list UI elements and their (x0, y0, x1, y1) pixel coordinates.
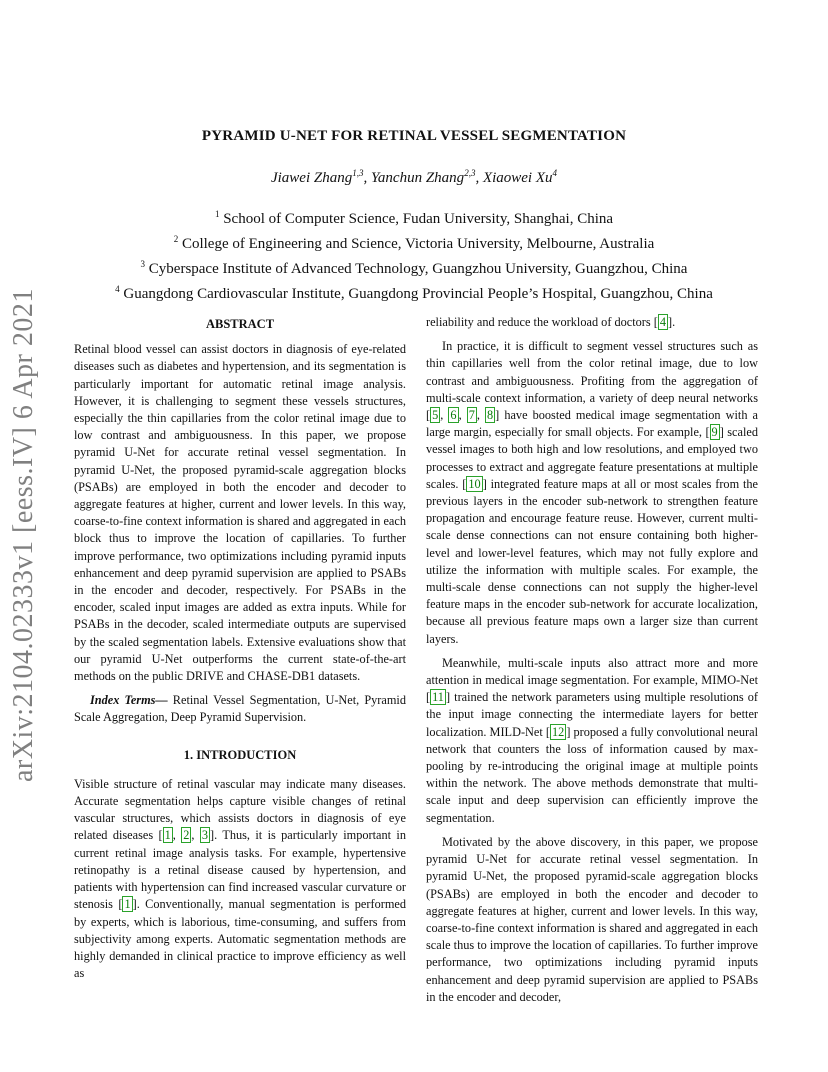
affiliation-4: $^4$ Guangdong Cardiovascular Institute, Guangdong Provincial People’s Hospital, Guangzhou, China (115, 284, 713, 302)
author-2-sup: 2,3 (464, 168, 476, 178)
citation-link[interactable]: 4 (659, 315, 667, 329)
intro-paragraph-1: Visible structure of retinal vascular may indicate many diseases. Accurate segmentation helps capture visible changes of retinal vascular structures, which assists doctors in diagnosis of eye related diseases [ 1 , 2 , 3 ]. Thus, it is particularly important in current retinal image analysis tasks. For example, hypertensive retinopathy is a retinal disease caused by hypertension, and patients with hypertension can find increased vascular curvature or stenosis [ 1 ]. Conventionally, manual segmentation is performed by experts, which is laborious, time-consuming, and suffers from subjectivity among experts. Automatic segmentation methods are highly demanded in clinical practice to improve efficiency as well as (74, 776, 406, 981)
citation-link[interactable]: 9 (711, 425, 718, 440)
citation-link[interactable]: 10 (468, 476, 481, 491)
affiliation-2: $^2$ College of Engineering and Science, Victoria University, Melbourne, Australia (173, 234, 655, 252)
affiliations (0, 204, 828, 304)
citation-link[interactable]: 1 (164, 828, 171, 843)
citation-link[interactable]: 7 (468, 408, 475, 423)
author-3-sup: 4 (552, 168, 558, 178)
affiliation-3: $^3$ Cyberspace Institute of Advanced Technology, Guangzhou University, Guangzhou, China (140, 259, 688, 277)
index-terms-label: Index Terms— (90, 693, 168, 708)
affiliation-1: $^1$ School of Computer Science, Fudan University, Shanghai, China (214, 209, 614, 227)
left-column (74, 316, 406, 989)
citation-link[interactable]: 12 (552, 724, 565, 739)
abstract-text: Retinal blood vessel can assist doctors in diagnosis of eye-related diseases such as diabetes and hypertension, and its segmentation is particularly important for automatic retinal image analysis. However, it is challenging to segment these vessels structures, especially the thin capillaries from the color retinal image due to low contrast and ambiguousness. In this paper, we propose pyramid U-Net for accurate retinal vessel segmentation. In pyramid U-Net, the proposed pyramid-scale aggregation blocks (PSABs) are employed in both the encoder and decoder to aggregate features at higher, current and lower levels. In this way, coarse-to-fine context information is shared and aggregated in each block thus to improve the location of capillaries. To further improve performance, two optimizations including pyramid inputs enhancement and deep pyramid supervision are applied to PSABs in the encoder and decoder, respectively. For PSABs in the encoder, scaled input images are added as extra inputs. While for PSABs in the decoder, scaled intermediate outputs are supervised by the scaled segmentation labels. Extensive evaluations show that our pyramid U-Net outperforms the current state-of-the-art methods on the public DRIVE and CHASE-DB1 datasets. (74, 342, 406, 684)
arxiv-stamp: arXiv:2104.02333v1 [eess.IV] 6 Apr 2021 (8, 288, 39, 782)
index-terms-text: Retinal Vessel Segmentation, U-Net, Pyramid Scale Aggregation, Deep Pyramid Supervision. (74, 693, 406, 725)
intro-paragraph-1-continued: reliability and reduce the workload of doctors [ 4 ]. (426, 315, 676, 329)
citation-link[interactable]: 1 (124, 897, 131, 912)
author-3: Xiaowei Xu (482, 170, 553, 186)
citation-link[interactable]: 2 (183, 828, 190, 843)
intro-paragraph-3: Meanwhile, multi-scale inputs also attract more and more attention in medical image segmentation. For example, MIMO-Net [ 11 ] trained the network parameters using multiple resolutions of the input image connecting the intermediate layers for better localization. MILD-Net [ 12 ] proposed a fully convolutional neural network that counters the loss of information caused by max-pooling by re-introducing the original image at multiple points within the network. The above methods demonstrate that multi-scale input and deep supervision can efficiently improve the segmentation. (426, 655, 759, 825)
right-column (426, 314, 758, 1013)
author-1: Jiawei Zhang (270, 170, 353, 186)
intro-paragraph-4: Motivated by the above discovery, in this paper, we propose pyramid U-Net for accurate retinal vessel segmentation. In pyramid U-Net, the proposed pyramid-scale aggregation blocks (PSABs) are employed in both the encoder and decoder to aggregate features at higher, current and lower levels. In this way, coarse-to-fine context information is shared and aggregated in each scale thus to improve the location of capillaries. To further improve performance, two optimizations including pyramid inputs enhancement and deep pyramid supervision are applied to PSABs in the encoder and decoder, (426, 834, 758, 1004)
citation-link[interactable]: 3 (201, 828, 208, 843)
citation-link[interactable]: 8 (487, 408, 494, 423)
authors-line: Jiawei Zhang$^{1,3}$, Yanchun Zhang$^{2,3}$, Xiaowei Xu$^4$ (270, 168, 558, 186)
author-2: Yanchun Zhang (370, 170, 465, 186)
intro-paragraph-2: In practice, it is difficult to segment vessel structures such as thin capillaries well from the color retinal image, due to low contrast and ambiguousness. Profiting from the aggregation of multi-scale context information, a variety of deep neural networks [ 5 , 6 , 7 , 8 ] have boosted medical image segmentation with a large margin, especially for small objects. For example, [ 9 ] scaled vessel images to both high and low resolutions, and employed two processes to extract and aggregate feature presentations at multiple scales. [ 10 ] integrated feature maps at all or most scales from the previous layers in the encoder sub-network to strengthen feature propagation and encourage feature reuse. However, current multi-scale dense connections can not ensure containing both higher-level and lower-level features, which may not fully explore and utilize the information with multiple scales. For example, the multi-scale dense connections can not supply the higher-level feature maps in the encoder sub-network for accurate localization, because all previous feature maps own a larger size than current layers. (426, 339, 758, 646)
paper-title: PYRAMID U-NET FOR RETINAL VESSEL SEGMENTATION (201, 128, 627, 144)
citation-link[interactable]: 11 (432, 690, 444, 705)
citation-link[interactable]: 5 (432, 408, 439, 423)
author-1-sup: 1,3 (352, 168, 364, 178)
index-terms (74, 692, 406, 726)
intro-heading: 1. INTRODUCTION (183, 747, 297, 762)
abstract-heading: ABSTRACT (205, 317, 275, 331)
citation-link[interactable]: 6 (450, 408, 457, 423)
